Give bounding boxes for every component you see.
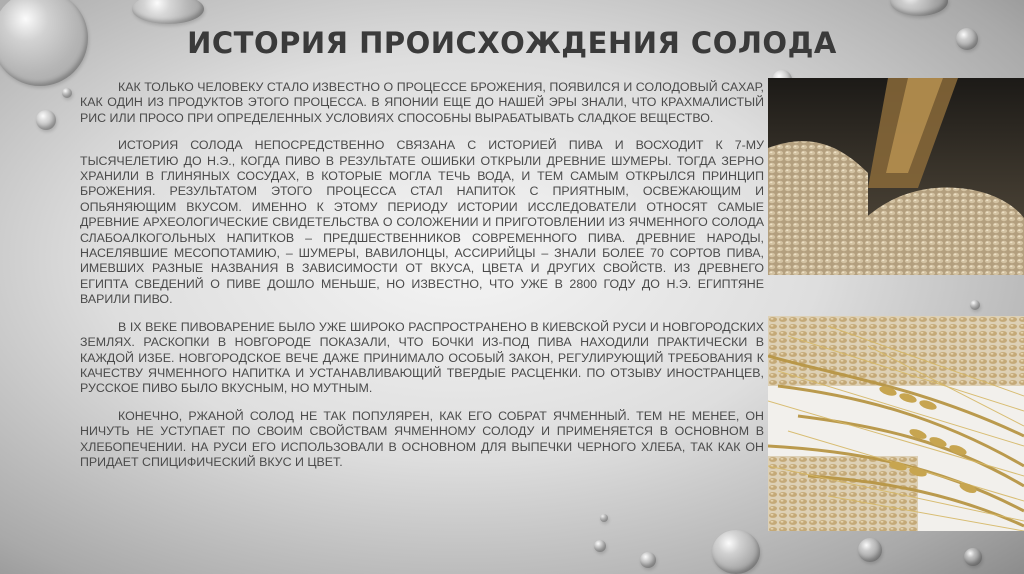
water-drop: [600, 514, 608, 522]
water-drop: [36, 110, 56, 130]
paragraph: В IX ВЕКЕ ПИВОВАРЕНИЕ БЫЛО УЖЕ ШИРОКО РАСПРОСТРАНЕНО В КИЕВСКОЙ РУСИ И НОВГОРОДСКИХ ЗЕМЛЯХ. РАСКОПКИ В НОВГОРОДЕ ПОКАЗАЛИ, ЧТО БОЧКИ ИЗ-ПОД ПИВА НАХОДИЛИ ПРАКТИЧЕСКИ В КАЖДОЙ ИЗБЕ. НОВГОРОДСКОЕ ВЕЧЕ ДАЖЕ ПРИНИМАЛО ОСОБЫЙ ЗАКОН, РЕГУЛИРУЮЩИЙ ТРЕБОВАНИЯ К КАЧЕСТВУ ЯЧМЕННОГО НАПИТКА И УСТАНАВЛИВАЮЩИЙ ТВЕРДЫЕ РАСЦЕНКИ. ПО ОТЗЫВУ ИНОСТРАНЦЕВ, РУССКОЕ ПИВО БЫЛО ВКУСНЫМ, НО МУТНЫМ.: [80, 319, 764, 396]
water-drop: [890, 0, 948, 16]
paragraph: КАК ТОЛЬКО ЧЕЛОВЕКУ СТАЛО ИЗВЕСТНО О ПРОЦЕССЕ БРОЖЕНИЯ, ПОЯВИЛСЯ И СОЛОДОВЫЙ САХАР, КАК ОДИН ИЗ ПРОДУКТОВ ЭТОГО ПРОЦЕССА. В ЯПОНИИ ЕЩЕ ДО НАШЕЙ ЭРЫ ЗНАЛИ, ЧТО КРАХМАЛИСТЫЙ РИС ИЛИ ПРОСО ПРИ ОПРЕДЕЛЕННЫХ УСЛОВИЯХ СПОСОБНЫ ВЫРАБАТЫВАТЬ СЛАДКОЕ ВЕЩЕСТВО.: [80, 80, 764, 125]
water-drop: [132, 0, 204, 24]
slide-title: ИСТОРИЯ ПРОИСХОЖДЕНИЯ СОЛОДА: [187, 26, 837, 60]
slide-body: [80, 80, 764, 482]
water-drop: [964, 548, 982, 566]
water-drop: [594, 540, 606, 552]
water-drop: [712, 530, 760, 574]
barley-ears-photo: [768, 316, 1024, 531]
water-drop: [970, 300, 980, 310]
paragraph: КОНЕЧНО, РЖАНОЙ СОЛОД НЕ ТАК ПОПУЛЯРЕН, КАК ЕГО СОБРАТ ЯЧМЕННЫЙ. ТЕМ НЕ МЕНЕЕ, ОН НИЧУТЬ НЕ УСТУПАЕТ ПО СВОИМ СВОЙСТВАМ ЯЧМЕННОМУ СОЛОДУ И ПРИМЕНЯЕТСЯ В ОСНОВНОМ В ХЛЕБОПЕЧЕНИИ. НА РУСИ ЕГО ИСПОЛЬЗОВАЛИ В ОСНОВНОМ ДЛЯ ВЫПЕЧКИ ЧЕРНОГО ХЛЕБА, ТАК КАК ОН ПРИДАЕТ СПИЦИФИЧЕСКИЙ ВКУС И ЦВЕТ.: [80, 408, 764, 469]
grain-pile-photo: [768, 78, 1024, 275]
water-drop: [62, 88, 72, 98]
water-drop: [640, 552, 656, 568]
paragraph: ИСТОРИЯ СОЛОДА НЕПОСРЕДСТВЕННО СВЯЗАНА С ИСТОРИЕЙ ПИВА И ВОСХОДИТ К 7-МУ ТЫСЯЧЕЛЕТИЮ ДО Н.Э., КОГДА ПИВО В РЕЗУЛЬТАТЕ ОШИБКИ ОТКРЫЛИ ДРЕВНИЕ ШУМЕРЫ. ТОГДА ЗЕРНО ХРАНИЛИ В ГЛИНЯНЫХ СОСУДАХ, В КОТОРЫЕ МОГЛА ТЕЧЬ ВОДА, И ТЕМ САМЫМ ОТКРЫЛСЯ ПРИНЦИП БРОЖЕНИЯ. РЕЗУЛЬТАТОМ ЭТОГО ПРОЦЕССА СТАЛ НАПИТОК С ПРИЯТНЫМ, ОСВЕЖАЮЩИМ И ОПЬЯНЯЮЩИМ ВКУСОМ. ИМЕННО К ЭТОМУ ПЕРИОДУ ИСТОРИИ ИССЛЕДОВАТЕЛИ ОТНОСЯТ САМЫЕ ДРЕВНИЕ АРХЕОЛОГИЧЕСКИЕ СВИДЕТЕЛЬСТВА О СОЛОЖЕНИИ И ПРИГОТОВЛЕНИИ ИЗ ЯЧМЕННОГО СОЛОДА СЛАБОАЛКОГОЛЬНЫХ НАПИТКОВ – ПРЕДШЕСТВЕННИКОВ СОВРЕМЕННОГО ПИВА. ДРЕВНИЕ НАРОДЫ, НАСЕЛЯВШИЕ МЕСОПОТАМИЮ, – ШУМЕРЫ, ВАВИЛОНЦЫ, АССИРИЙЦЫ – ЗНАЛИ БОЛЕЕ 70 СОРТОВ ПИВА, ИМЕВШИХ РАЗНЫЕ НАЗВАНИЯ В ЗАВИСИМОСТИ ОТ ВКУСА, ЦВЕТА И ДРУГИХ СВОЙСТВ. ИЗ ДРЕВНЕГО ЕГИПТА СВЕДЕНИЙ О ПИВЕ ДОШЛО МЕНЬШЕ, НО ИЗВЕСТНО, ЧТО УЖЕ В 2800 ГОДУ ДО Н.Э. ЕГИПТЯНЕ ВАРИЛИ ПИВО.: [80, 138, 764, 307]
water-drop: [858, 538, 882, 562]
